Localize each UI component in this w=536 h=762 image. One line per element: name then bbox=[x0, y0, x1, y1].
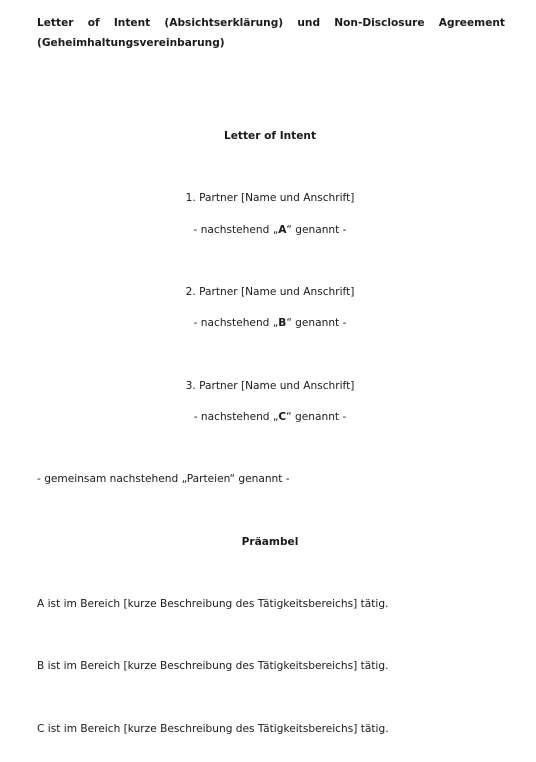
partner-2-alias bbox=[0, 316, 536, 330]
preamble-item-b: B ist im Bereich [kurze Beschreibung des Tätigkeitsbereichs] tätig. bbox=[37, 660, 389, 672]
preamble-item-a: A ist im Bereich [kurze Beschreibung des Tätigkeitsbereichs] tätig. bbox=[37, 598, 389, 610]
section-title: Letter of Intent bbox=[223, 130, 317, 142]
heading-line-1: Letter of Intent (Absichtserklärung) und Non-Disclosure Agreement bbox=[37, 17, 505, 29]
alias-suffix: “ genannt - bbox=[286, 317, 347, 329]
alias-letter: C bbox=[278, 411, 287, 423]
alias-prefix: - nachstehend „ bbox=[193, 224, 279, 236]
alias-suffix: “ genannt - bbox=[286, 411, 347, 423]
alias-prefix: - nachstehend „ bbox=[193, 317, 279, 329]
heading-line-2: (Geheimhaltungsvereinbarung) bbox=[37, 37, 225, 49]
partner-3-alias bbox=[0, 410, 536, 424]
partner-2-line: 2. Partner [Name und Anschrift] bbox=[185, 286, 355, 298]
alias-letter: A bbox=[278, 224, 287, 236]
preamble-item-c: C ist im Bereich [kurze Beschreibung des Tätigkeitsbereichs] tätig. bbox=[37, 723, 389, 735]
alias-suffix: “ genannt - bbox=[286, 224, 347, 236]
alias-letter: B bbox=[278, 317, 287, 329]
alias-prefix: - nachstehend „ bbox=[193, 411, 279, 423]
preamble-title: Präambel bbox=[241, 536, 299, 548]
partner-1-line: 1. Partner [Name und Anschrift] bbox=[185, 192, 355, 204]
document-heading bbox=[37, 13, 505, 53]
parties-line: - gemeinsam nachstehend „Parteien“ genannt - bbox=[37, 473, 290, 485]
partner-3-line: 3. Partner [Name und Anschrift] bbox=[185, 380, 355, 392]
partner-1-alias bbox=[0, 223, 536, 237]
